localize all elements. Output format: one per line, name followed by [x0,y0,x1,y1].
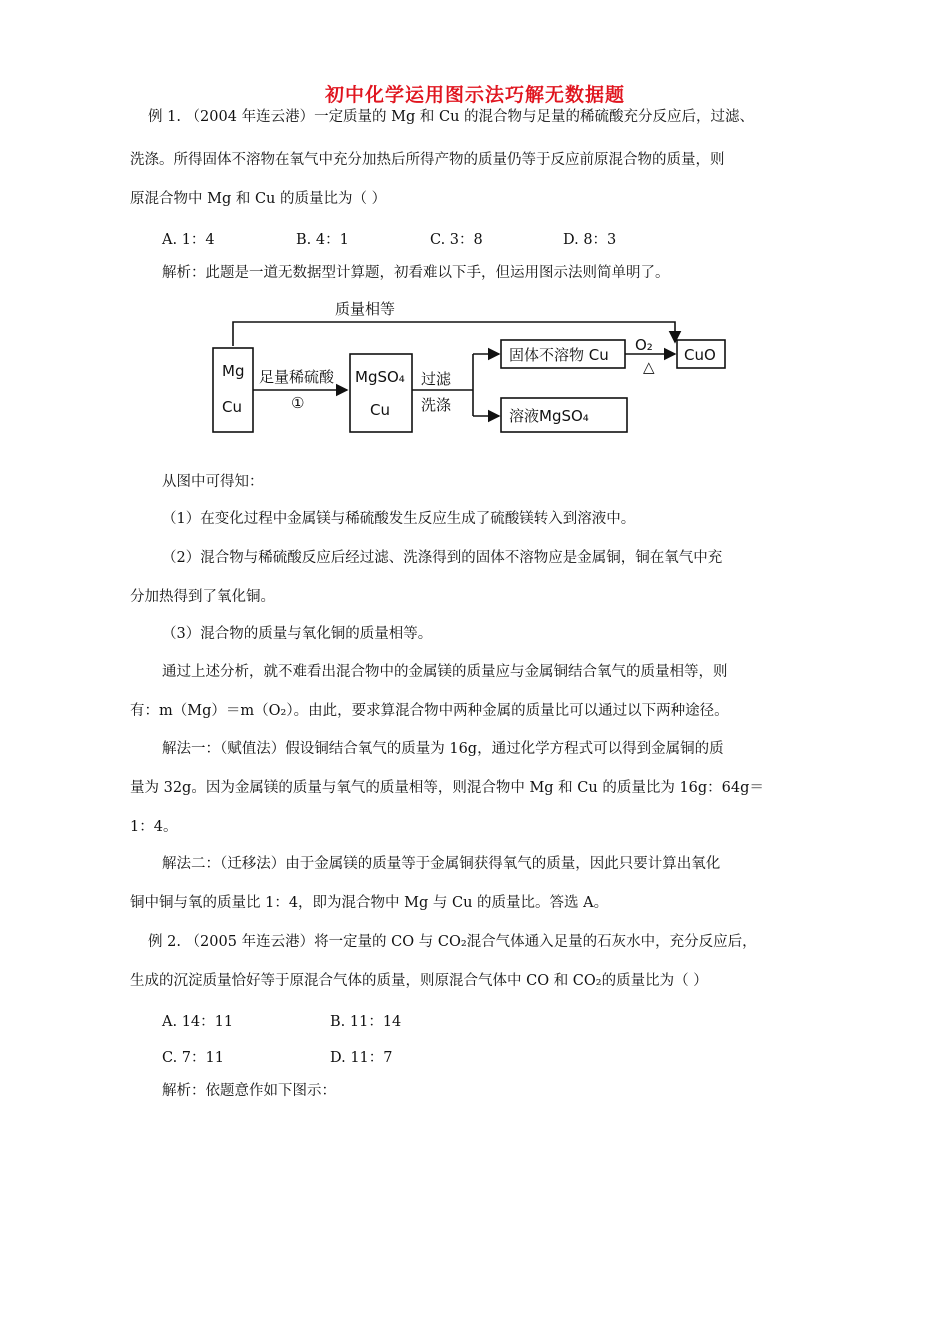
diagram-top-label: 质量相等 [335,300,396,318]
method1-line3: 1：4。 [130,819,178,835]
example2-analysis: 解析：依题意作如下图示： [162,1083,336,1099]
example1-option-d: D. 8：3 [563,232,617,248]
point-2-line1: （2）混合物与稀硫酸反应后经过滤、洗涤得到的固体不溶物应是金属铜，铜在氧气中充 [162,550,723,566]
diagram-box-after-acid [350,354,412,432]
diagram-box5: 溶液MgSO₄ [509,407,589,425]
diagram-box2-top: MgSO₄ [355,368,405,386]
diagram-box1-bottom: Cu [222,398,242,416]
example1-option-a: A. 1：4 [162,232,215,248]
diagram-arrow2-top: 过滤 [421,370,452,388]
analysis-para-line1: 通过上述分析，就不难看出混合物中的金属镁的质量应与金属铜结合氧气的质量相等，则 [162,664,728,680]
point-2-line2: 分加热得到了氧化铜。 [130,589,275,605]
example2-line1: 例 2. （2005 年连云港）将一定量的 CO 与 CO₂混合气体通入足量的石灰水中，充分反应后， [148,934,757,950]
example2-line2: 生成的沉淀质量恰好等于原混合气体的质量，则原混合气体中 CO 和 CO₂的质量比为（ ） [130,973,708,989]
method2-line1: 解法二：（迁移法）由于金属镁的质量等于金属铜获得氧气的质量，因此只要计算出氧化 [162,856,721,872]
diagram-box3: 固体不溶物 Cu [509,346,609,364]
example1-line1: 例 1. （2004 年连云港）一定质量的 Mg 和 Cu 的混合物与足量的稀硫酸充分反应后，过滤、 [148,109,755,125]
diagram-box4: CuO [684,346,716,364]
point-3: （3）混合物的质量与氧化铜的质量相等。 [162,626,433,642]
example2-option-c: C. 7：11 [162,1050,224,1066]
diagram-arrow3-bottom: △ [643,358,655,376]
example2-option-a: A. 14：11 [162,1014,234,1030]
diagram-box-mixture [213,348,253,432]
example1-option-b: B. 4：1 [296,232,349,248]
point-1: （1）在变化过程中金属镁与稀硫酸发生反应生成了硫酸镁转入到溶液中。 [162,511,636,527]
example1-option-c: C. 3：8 [430,232,483,248]
diagram-arrow3-top: O₂ [635,336,653,354]
diagram-box1-top: Mg [222,362,245,380]
example1-line3: 原混合物中 Mg 和 Cu 的质量比为（ ） [130,191,387,207]
method1-line2: 量为 32g。因为金属镁的质量与氧气的质量相等，则混合物中 Mg 和 Cu 的质量比为 16g：64g＝ [130,780,764,796]
example1-analysis: 解析：此题是一道无数据型计算题，初看难以下手，但运用图示法则简单明了。 [162,265,670,281]
from-figure-text: 从图中可得知： [162,474,264,490]
diagram-arrow1-top: 足量稀硫酸 [259,368,335,386]
example1-line2: 洗涤。所得固体不溶物在氧气中充分加热后所得产物的质量仍等于反应前原混合物的质量，则 [130,152,725,168]
diagram-arrow1-bottom: ① [291,394,305,412]
analysis-para-line2: 有：m（Mg）＝m（O₂）。由此，要求算混合物中两种金属的质量比可以通过以下两种途径。 [130,703,729,719]
diagram-arrow2-bottom: 洗涤 [421,396,452,414]
diagram-box2-bottom: Cu [370,401,390,419]
example2-option-b: B. 11：14 [330,1014,402,1030]
page-title: 初中化学运用图示法巧解无数据题 [324,84,625,106]
method2-line2: 铜中铜与氧的质量比 1：4，即为混合物中 Mg 与 Cu 的质量比。答选 A。 [130,895,609,911]
method1-line1: 解法一：（赋值法）假设铜结合氧气的质量为 16g，通过化学方程式可以得到金属铜的质 [162,741,724,757]
example2-option-d: D. 11：7 [330,1050,393,1066]
reaction-flow-diagram [205,298,745,438]
